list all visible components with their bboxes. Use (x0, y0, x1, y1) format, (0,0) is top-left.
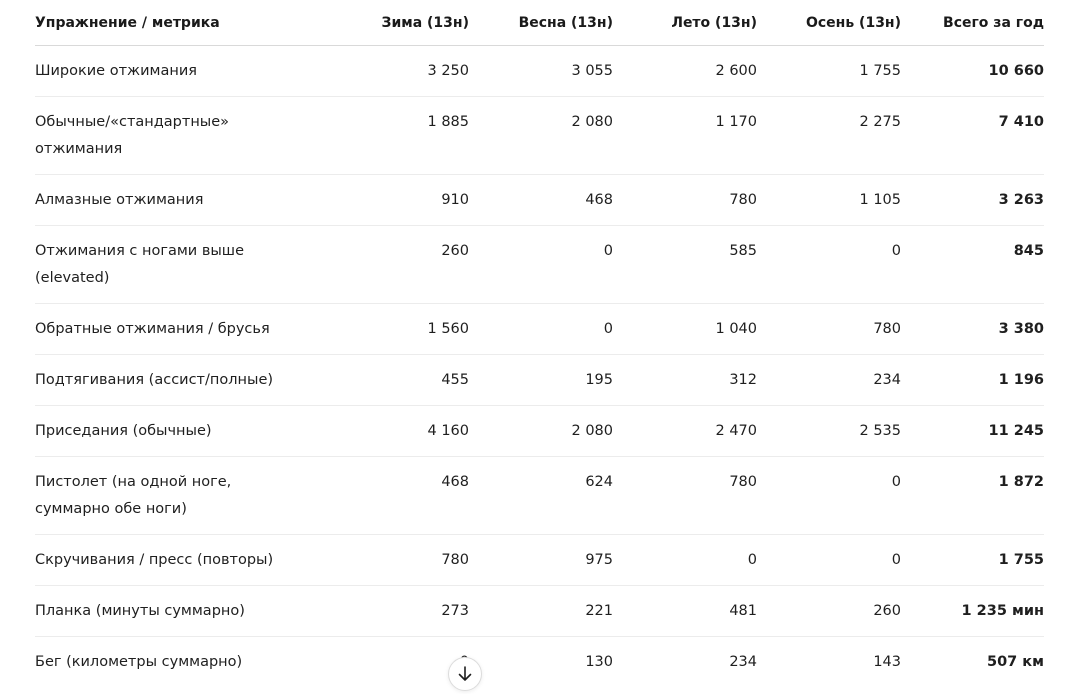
cell-autumn (757, 226, 901, 304)
cell-autumn-text: 1 105 (859, 192, 901, 208)
cell-winter (325, 304, 469, 355)
cell-spring (469, 226, 613, 304)
cell-exercise (35, 457, 325, 535)
header-exercise: Упражнение / метрика (35, 0, 325, 46)
exercise-table-container (35, 0, 1044, 687)
cell-summer-text: 2 470 (715, 423, 757, 439)
cell-summer-text: 780 (729, 474, 757, 490)
table-row (35, 355, 1044, 406)
cell-autumn (757, 637, 901, 688)
cell-winter-text: 1 885 (427, 114, 469, 130)
cell-total (901, 457, 1044, 535)
cell-summer (613, 355, 757, 406)
cell-summer-text: 1 170 (715, 114, 757, 130)
cell-autumn-text: 260 (873, 603, 901, 619)
cell-winter (325, 97, 469, 175)
cell-exercise (35, 46, 325, 97)
cell-spring-text: 2 080 (571, 423, 613, 439)
table-row (35, 535, 1044, 586)
cell-exercise (35, 586, 325, 637)
cell-total-text: 1 872 (998, 474, 1044, 490)
cell-summer (613, 535, 757, 586)
cell-winter (325, 46, 469, 97)
cell-autumn (757, 175, 901, 226)
cell-winter-text: 260 (441, 243, 469, 259)
cell-exercise-text: Обратные отжимания / брусья (35, 321, 270, 337)
table-row (35, 637, 1044, 688)
cell-autumn (757, 355, 901, 406)
cell-autumn-text: 780 (873, 321, 901, 337)
cell-total (901, 355, 1044, 406)
table-body (35, 46, 1044, 688)
table-row (35, 406, 1044, 457)
cell-total-text: 3 380 (998, 321, 1044, 337)
header-summer: Лето (13н) (613, 0, 757, 46)
cell-winter (325, 355, 469, 406)
cell-summer-text: 0 (747, 552, 757, 568)
cell-total (901, 226, 1044, 304)
header-winter: Зима (13н) (325, 0, 469, 46)
table-header (35, 0, 1044, 46)
cell-exercise (35, 226, 325, 304)
cell-autumn-text: 234 (873, 372, 901, 388)
cell-exercise (35, 97, 325, 175)
cell-winter-text: 1 560 (427, 321, 469, 337)
cell-spring (469, 637, 613, 688)
cell-autumn (757, 46, 901, 97)
cell-spring (469, 97, 613, 175)
cell-spring (469, 175, 613, 226)
cell-summer (613, 226, 757, 304)
cell-total-text: 1 235 мин (961, 603, 1044, 619)
cell-exercise-text: Алмазные отжимания (35, 192, 204, 208)
cell-exercise-text: Отжимания с ногами выше (elevated) (35, 243, 244, 286)
cell-summer-text: 585 (729, 243, 757, 259)
cell-total (901, 637, 1044, 688)
cell-autumn-text: 2 275 (859, 114, 901, 130)
cell-summer (613, 637, 757, 688)
cell-winter-text: 780 (441, 552, 469, 568)
cell-winter (325, 637, 469, 688)
cell-autumn-text: 0 (891, 552, 901, 568)
cell-spring (469, 586, 613, 637)
cell-autumn-text: 143 (873, 654, 901, 670)
cell-spring-text: 975 (585, 552, 613, 568)
cell-total (901, 586, 1044, 637)
cell-winter-text: 4 160 (427, 423, 469, 439)
cell-autumn (757, 457, 901, 535)
cell-winter (325, 535, 469, 586)
cell-summer-text: 312 (729, 372, 757, 388)
cell-summer (613, 46, 757, 97)
cell-spring (469, 304, 613, 355)
header-autumn: Осень (13н) (757, 0, 901, 46)
table-row (35, 46, 1044, 97)
cell-total (901, 304, 1044, 355)
cell-summer (613, 406, 757, 457)
cell-summer (613, 457, 757, 535)
cell-exercise-text: Широкие отжимания (35, 63, 197, 79)
cell-winter (325, 586, 469, 637)
table-row (35, 304, 1044, 355)
cell-spring (469, 406, 613, 457)
cell-exercise-text: Подтягивания (ассист/полные) (35, 372, 274, 388)
table-row (35, 457, 1044, 535)
cell-total-text: 507 км (986, 654, 1044, 670)
cell-total (901, 406, 1044, 457)
cell-total-text: 11 245 (988, 423, 1044, 439)
cell-spring-text: 468 (585, 192, 613, 208)
cell-winter-text: 455 (441, 372, 469, 388)
header-total: Всего за год (901, 0, 1044, 46)
cell-summer (613, 175, 757, 226)
cell-exercise (35, 637, 325, 688)
cell-exercise-text: Скручивания / пресс (повторы) (35, 552, 274, 568)
cell-winter-text: 3 250 (427, 63, 469, 79)
scroll-down-button[interactable] (448, 657, 482, 691)
cell-spring-text: 0 (603, 321, 613, 337)
cell-winter-text: 468 (441, 474, 469, 490)
arrow-down-icon (456, 665, 474, 683)
cell-spring-text: 195 (585, 372, 613, 388)
cell-total (901, 97, 1044, 175)
cell-exercise (35, 175, 325, 226)
cell-autumn (757, 406, 901, 457)
cell-exercise (35, 535, 325, 586)
cell-exercise-text: Пистолет (на одной ноге, суммарно обе ноги) (35, 474, 232, 517)
table-row (35, 97, 1044, 175)
cell-exercise-text: Бег (километры суммарно) (35, 654, 243, 670)
cell-summer (613, 586, 757, 637)
cell-total-text: 3 263 (998, 192, 1044, 208)
cell-exercise-text: Планка (минуты суммарно) (35, 603, 245, 619)
cell-winter (325, 226, 469, 304)
header-row (35, 0, 1044, 46)
cell-total (901, 175, 1044, 226)
cell-summer-text: 1 040 (715, 321, 757, 337)
cell-winter (325, 406, 469, 457)
cell-spring-text: 221 (585, 603, 613, 619)
cell-total-text: 7 410 (998, 114, 1044, 130)
table-row (35, 226, 1044, 304)
table-row (35, 175, 1044, 226)
cell-autumn-text: 1 755 (859, 63, 901, 79)
cell-winter-text: 910 (441, 192, 469, 208)
cell-exercise-text: Приседания (обычные) (35, 423, 212, 439)
cell-total-text: 1 196 (998, 372, 1044, 388)
table-row (35, 586, 1044, 637)
cell-spring (469, 355, 613, 406)
cell-exercise (35, 355, 325, 406)
cell-spring (469, 535, 613, 586)
cell-spring-text: 3 055 (571, 63, 613, 79)
cell-total-text: 1 755 (998, 552, 1044, 568)
cell-summer-text: 481 (729, 603, 757, 619)
header-spring: Весна (13н) (469, 0, 613, 46)
cell-autumn (757, 97, 901, 175)
cell-autumn-text: 2 535 (859, 423, 901, 439)
cell-summer-text: 2 600 (715, 63, 757, 79)
cell-total (901, 46, 1044, 97)
cell-autumn-text: 0 (891, 474, 901, 490)
cell-total (901, 535, 1044, 586)
exercise-table (35, 0, 1044, 687)
cell-autumn (757, 304, 901, 355)
cell-spring-text: 0 (603, 243, 613, 259)
cell-autumn (757, 586, 901, 637)
cell-total-text: 845 (1013, 243, 1044, 259)
cell-exercise (35, 304, 325, 355)
cell-spring (469, 457, 613, 535)
cell-exercise-text: Обычные/«стандартные» отжимания (35, 114, 230, 157)
cell-winter-text: 273 (441, 603, 469, 619)
cell-winter-text (325, 637, 469, 687)
cell-spring-text: 2 080 (571, 114, 613, 130)
cell-autumn (757, 535, 901, 586)
cell-summer (613, 97, 757, 175)
cell-spring-text: 624 (585, 474, 613, 490)
cell-total-text: 10 660 (988, 63, 1044, 79)
cell-summer-text: 780 (729, 192, 757, 208)
cell-autumn-text: 0 (891, 243, 901, 259)
cell-summer-text: 234 (729, 654, 757, 670)
cell-winter (325, 175, 469, 226)
cell-summer (613, 304, 757, 355)
cell-exercise (35, 406, 325, 457)
cell-winter (325, 457, 469, 535)
cell-spring-text: 130 (585, 654, 613, 670)
cell-spring (469, 46, 613, 97)
